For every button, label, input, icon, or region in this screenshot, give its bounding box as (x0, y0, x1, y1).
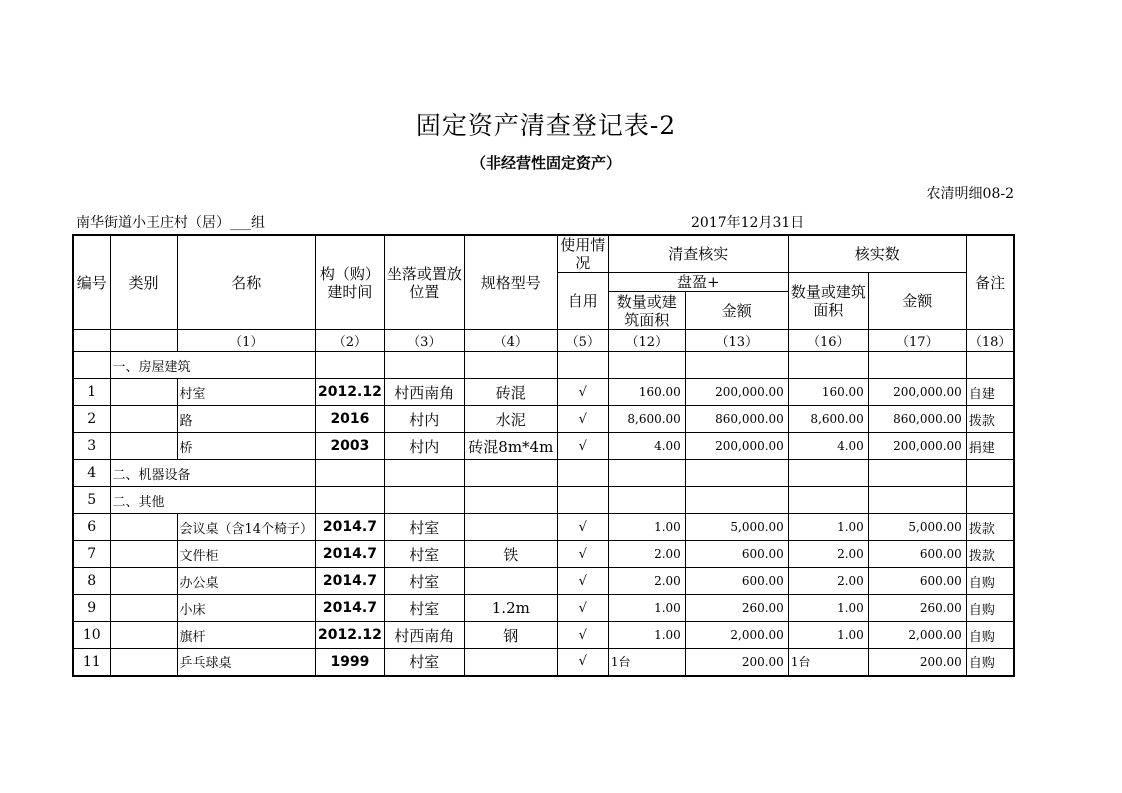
row-amount-verified: 260.00 (868, 595, 966, 622)
row-build-time: 2014.7 (316, 514, 385, 541)
row-usage: √ (557, 433, 608, 460)
row-number: 4 (73, 460, 110, 487)
page-title: 固定资产清查登记表-2 (415, 111, 677, 140)
row-usage: √ (557, 379, 608, 406)
row-category (110, 433, 177, 460)
row-number: 3 (73, 433, 110, 460)
row-build-time: 2014.7 (316, 541, 385, 568)
row-qty-verified: 160.00 (788, 379, 868, 406)
row-name: 乒乓球桌 (177, 649, 316, 676)
row-build-time (316, 487, 385, 514)
col-index: （4） (464, 330, 557, 352)
row-number: 6 (73, 514, 110, 541)
row-location: 村室 (384, 541, 464, 568)
row-spec (464, 649, 557, 676)
col-index: （13） (685, 330, 788, 352)
row-remark: 自购 (966, 568, 1014, 595)
row-number: 2 (73, 406, 110, 433)
row-name: 小床 (177, 595, 316, 622)
row-location: 村室 (384, 568, 464, 595)
header-remark: 备注 (966, 235, 1014, 330)
row-qty-verified: 1.00 (788, 595, 868, 622)
table-row (73, 514, 1014, 541)
row-name: 旗杆 (177, 622, 316, 649)
row-qty-verified: 1台 (788, 649, 868, 676)
row-spec: 水泥 (464, 406, 557, 433)
row-build-time (316, 352, 385, 379)
table-row (73, 541, 1014, 568)
row-category (110, 595, 177, 622)
row-remark: 自建 (966, 379, 1014, 406)
row-number (73, 352, 110, 379)
row-qty: 1.00 (608, 595, 685, 622)
row-usage: √ (557, 622, 608, 649)
row-qty (608, 460, 685, 487)
row-qty-verified: 4.00 (788, 433, 868, 460)
row-amount: 600.00 (685, 541, 788, 568)
row-qty: 8,600.00 (608, 406, 685, 433)
row-qty: 1.00 (608, 514, 685, 541)
row-name: 村室 (177, 379, 316, 406)
row-name: 会议桌（含14个椅子） (177, 514, 316, 541)
table-row (73, 595, 1014, 622)
row-remark: 自购 (966, 622, 1014, 649)
row-usage: √ (557, 541, 608, 568)
row-qty: 2.00 (608, 568, 685, 595)
row-usage (557, 352, 608, 379)
report-date: 2017年12月31日 (691, 215, 805, 231)
row-qty-verified: 1.00 (788, 514, 868, 541)
row-build-time: 2016 (316, 406, 385, 433)
row-name: 办公桌 (177, 568, 316, 595)
row-name: 文件柜 (177, 541, 316, 568)
row-spec: 砖混 (464, 379, 557, 406)
col-index: （2） (316, 330, 385, 352)
row-category: 一、房屋建筑 (110, 352, 316, 379)
col-index: （18） (966, 330, 1014, 352)
row-qty: 160.00 (608, 379, 685, 406)
row-amount (685, 460, 788, 487)
row-amount-verified: 600.00 (868, 541, 966, 568)
row-usage: √ (557, 568, 608, 595)
row-amount: 2,000.00 (685, 622, 788, 649)
header-location: 坐落或置放位置 (384, 235, 464, 330)
row-remark: 捐建 (966, 433, 1014, 460)
table-row (73, 433, 1014, 460)
row-build-time (316, 460, 385, 487)
row-amount-verified: 200,000.00 (868, 433, 966, 460)
header-verified: 核实数 (788, 235, 966, 273)
header-build-time: 构（购）建时间 (316, 235, 385, 330)
row-remark: 自购 (966, 595, 1014, 622)
header-qty2: 数量或建筑面积 (788, 273, 868, 330)
row-remark: 拨款 (966, 541, 1014, 568)
row-qty-verified: 1.00 (788, 622, 868, 649)
row-spec: 铁 (464, 541, 557, 568)
row-amount: 600.00 (685, 568, 788, 595)
header-amount2: 金额 (868, 273, 966, 330)
row-number: 8 (73, 568, 110, 595)
row-build-time: 2012.12 (316, 379, 385, 406)
row-amount: 5,000.00 (685, 514, 788, 541)
header-amount: 金额 (685, 292, 788, 330)
row-usage: √ (557, 649, 608, 676)
row-amount-verified: 200,000.00 (868, 379, 966, 406)
row-location (384, 352, 464, 379)
row-amount-verified: 2,000.00 (868, 622, 966, 649)
row-spec (464, 487, 557, 514)
table-row (73, 622, 1014, 649)
table-row (73, 568, 1014, 595)
header-spec: 规格型号 (464, 235, 557, 330)
row-location: 村内 (384, 406, 464, 433)
row-location: 村西南角 (384, 622, 464, 649)
row-category: 二、其他 (110, 487, 316, 514)
row-number: 5 (73, 487, 110, 514)
row-spec (464, 352, 557, 379)
row-number: 10 (73, 622, 110, 649)
row-build-time: 1999 (316, 649, 385, 676)
row-location: 村内 (384, 433, 464, 460)
row-amount: 200,000.00 (685, 433, 788, 460)
row-amount-verified (868, 460, 966, 487)
row-number: 1 (73, 379, 110, 406)
row-spec: 钢 (464, 622, 557, 649)
row-amount: 260.00 (685, 595, 788, 622)
row-location: 村室 (384, 649, 464, 676)
row-location (384, 487, 464, 514)
row-qty-verified (788, 487, 868, 514)
row-amount-verified: 200.00 (868, 649, 966, 676)
row-qty-verified: 2.00 (788, 568, 868, 595)
row-category: 二、机器设备 (110, 460, 316, 487)
table-row (73, 406, 1014, 433)
table-row (73, 379, 1014, 406)
row-name: 桥 (177, 433, 316, 460)
row-category (110, 379, 177, 406)
row-category (110, 541, 177, 568)
row-qty: 1台 (608, 649, 685, 676)
row-category (110, 568, 177, 595)
row-location: 村室 (384, 595, 464, 622)
row-spec: 1.2m (464, 595, 557, 622)
table-row (73, 460, 1014, 487)
row-amount-verified (868, 352, 966, 379)
row-qty-verified: 2.00 (788, 541, 868, 568)
row-location (384, 460, 464, 487)
row-build-time: 2014.7 (316, 595, 385, 622)
row-spec: 砖混8m*4m (464, 433, 557, 460)
row-spec (464, 514, 557, 541)
header-name: 名称 (177, 235, 316, 330)
row-amount-verified: 5,000.00 (868, 514, 966, 541)
col-index: （17） (868, 330, 966, 352)
row-usage: √ (557, 406, 608, 433)
row-name: 路 (177, 406, 316, 433)
table-row (73, 352, 1014, 379)
header-qty: 数量或建筑面积 (608, 292, 685, 330)
row-build-time: 2014.7 (316, 568, 385, 595)
row-number: 11 (73, 649, 110, 676)
row-qty-verified (788, 352, 868, 379)
row-spec (464, 460, 557, 487)
row-qty: 2.00 (608, 541, 685, 568)
row-usage: √ (557, 514, 608, 541)
row-category (110, 649, 177, 676)
col-index: （3） (384, 330, 464, 352)
row-spec (464, 568, 557, 595)
row-amount-verified: 860,000.00 (868, 406, 966, 433)
row-usage (557, 460, 608, 487)
header-no: 编号 (73, 235, 110, 330)
header-check: 清查核实 (608, 235, 788, 273)
col-index: （12） (608, 330, 685, 352)
table-row (73, 649, 1014, 676)
col-index: （1） (177, 330, 316, 352)
row-amount: 200,000.00 (685, 379, 788, 406)
row-qty (608, 352, 685, 379)
row-qty (608, 487, 685, 514)
row-build-time: 2012.12 (316, 622, 385, 649)
page-subtitle: （非经营性固定资产） (470, 154, 621, 172)
col-index: （5） (557, 330, 608, 352)
column-index-row (73, 330, 1014, 352)
row-category (110, 406, 177, 433)
row-location: 村室 (384, 514, 464, 541)
row-remark: 拨款 (966, 406, 1014, 433)
unit-label: 南华街道小王庄村（居）___组 (76, 215, 265, 231)
row-amount-verified: 600.00 (868, 568, 966, 595)
col-index: （16） (788, 330, 868, 352)
header-surplus: 盘盈+ (608, 273, 788, 292)
row-category (110, 622, 177, 649)
row-category (110, 514, 177, 541)
row-usage (557, 487, 608, 514)
row-location: 村西南角 (384, 379, 464, 406)
asset-table (72, 234, 1015, 677)
table-row (73, 487, 1014, 514)
row-amount (685, 487, 788, 514)
row-amount (685, 352, 788, 379)
row-number: 9 (73, 595, 110, 622)
row-remark: 拨款 (966, 514, 1014, 541)
row-number: 7 (73, 541, 110, 568)
row-remark (966, 460, 1014, 487)
header-usage: 使用情况 (557, 235, 608, 273)
form-code: 农清明细08-2 (926, 186, 1014, 202)
row-qty: 1.00 (608, 622, 685, 649)
row-remark (966, 352, 1014, 379)
row-amount: 200.00 (685, 649, 788, 676)
row-remark (966, 487, 1014, 514)
row-qty-verified: 8,600.00 (788, 406, 868, 433)
row-amount-verified (868, 487, 966, 514)
header-category: 类别 (110, 235, 177, 330)
row-usage: √ (557, 595, 608, 622)
header-self-use: 自用 (557, 273, 608, 330)
row-qty-verified (788, 460, 868, 487)
row-remark: 自购 (966, 649, 1014, 676)
row-qty: 4.00 (608, 433, 685, 460)
row-build-time: 2003 (316, 433, 385, 460)
row-amount: 860,000.00 (685, 406, 788, 433)
